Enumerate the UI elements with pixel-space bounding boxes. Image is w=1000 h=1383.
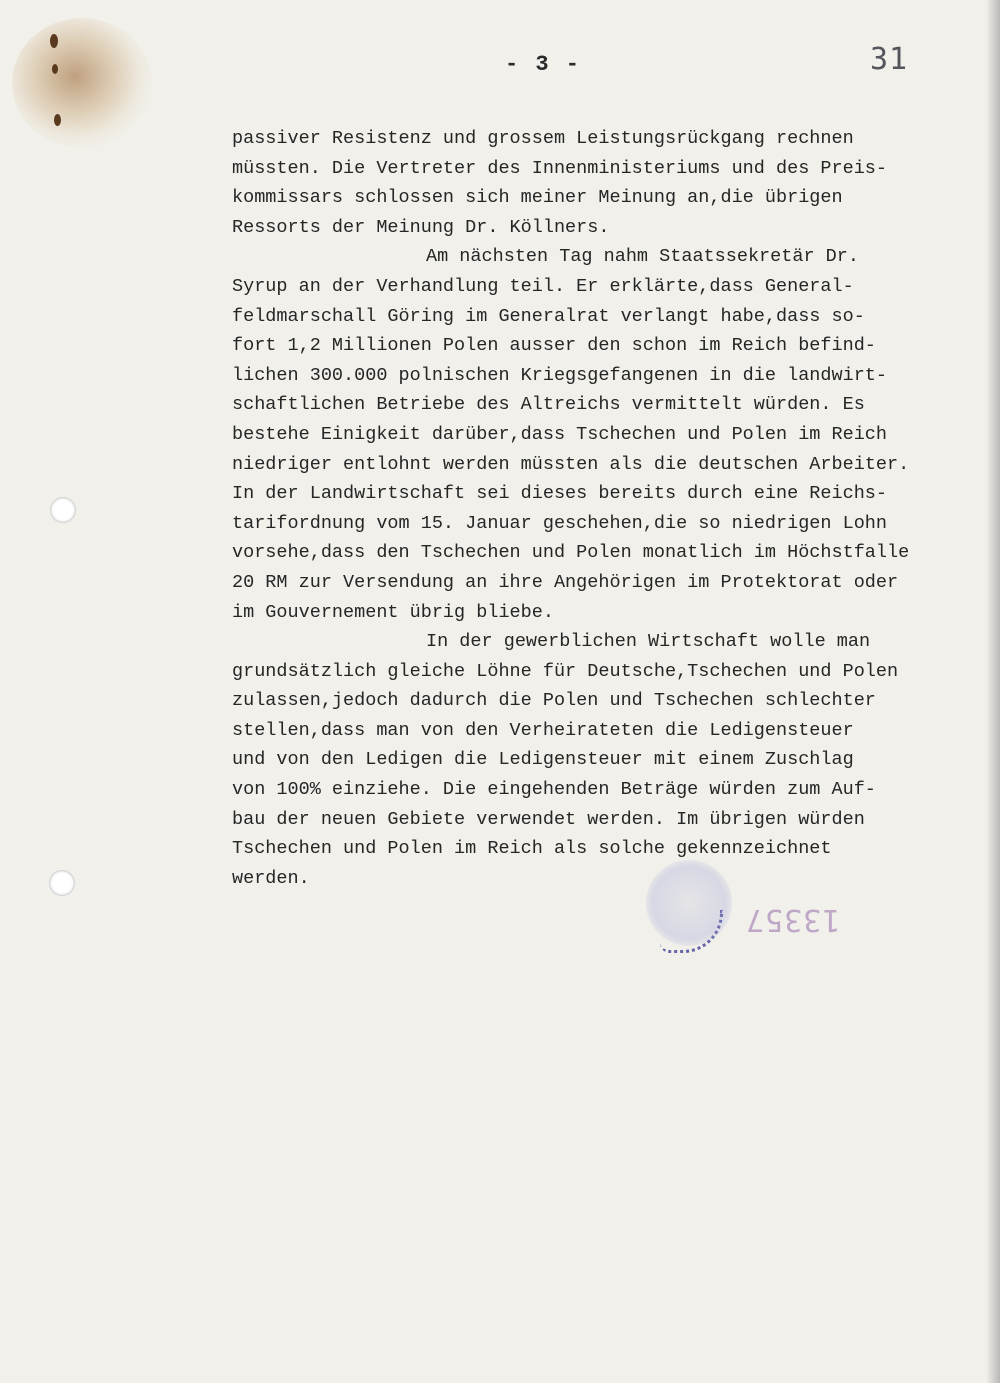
- body-text: [232, 124, 972, 893]
- burn-stain: [12, 18, 152, 148]
- text-line: bau der neuen Gebiete verwendet werden. Im übrigen würden: [232, 808, 865, 830]
- folio-number: 31: [870, 42, 909, 77]
- text-line: vorsehe,dass den Tschechen und Polen monatlich im Höchstfalle: [232, 542, 910, 564]
- paragraph-1: [232, 124, 972, 242]
- text-line: bestehe Einigkeit darüber,dass Tschechen und Polen im Reich: [232, 423, 888, 445]
- text-line: fort 1,2 Millionen Polen ausser den schon im Reich befind-: [232, 335, 876, 357]
- punch-hole: [49, 870, 75, 896]
- text-line: Am nächsten Tag nahm Staatssekretär Dr.: [426, 246, 859, 268]
- text-line: lichen 300.000 polnischen Kriegsgefangenen in die landwirt-: [232, 364, 888, 386]
- text-line: von 100% einziehe. Die eingehenden Beträge würden zum Auf-: [232, 779, 876, 801]
- text-line: und von den Ledigen die Ledigensteuer mit einem Zuschlag: [232, 749, 854, 771]
- page-number: - 3 -: [505, 52, 582, 77]
- text-line: müssten. Die Vertreter des Innenministeriums und des Preis-: [232, 157, 888, 179]
- text-line: In der Landwirtschaft sei dieses bereits durch eine Reichs-: [232, 483, 888, 505]
- text-line: schaftlichen Betriebe des Altreichs vermittelt würden. Es: [232, 394, 865, 416]
- text-line: Syrup an der Verhandlung teil. Er erklärte,dass General-: [232, 275, 854, 297]
- burn-hole: [52, 64, 58, 74]
- text-line: 20 RM zur Versendung an ihre Angehörigen im Protektorat oder: [232, 571, 899, 593]
- text-line: kommissars schlossen sich meiner Meinung an,die übrigen: [232, 187, 843, 209]
- text-line: Ressorts der Meinung Dr. Köllners.: [232, 216, 610, 238]
- punch-hole: [50, 497, 76, 523]
- text-line: im Gouvernement übrig bliebe.: [232, 601, 554, 623]
- text-line: werden.: [232, 867, 310, 889]
- paragraph-3: [232, 627, 972, 893]
- stamp-ink-smudge: [660, 910, 723, 953]
- page-edge-shadow: [986, 0, 1000, 1383]
- text-line: niedriger entlohnt werden müssten als die deutschen Arbeiter.: [232, 453, 910, 475]
- text-line: zulassen,jedoch dadurch die Polen und Tschechen schlechter: [232, 690, 876, 712]
- text-line: Tschechen und Polen im Reich als solche gekennzeichnet: [232, 838, 832, 860]
- text-line: stellen,dass man von den Verheirateten die Ledigensteuer: [232, 719, 854, 741]
- burn-hole: [50, 34, 58, 48]
- paragraph-2: [232, 242, 972, 627]
- archive-number: 13357: [745, 902, 841, 937]
- text-line: passiver Resistenz und grossem Leistungsrückgang rechnen: [232, 128, 854, 149]
- text-line: tarifordnung vom 15. Januar geschehen,die so niedrigen Lohn: [232, 512, 888, 534]
- text-line: In der gewerblichen Wirtschaft wolle man: [426, 631, 871, 653]
- text-line: grundsätzlich gleiche Löhne für Deutsche,Tschechen und Polen: [232, 660, 899, 682]
- burn-hole: [54, 114, 61, 126]
- text-line: feldmarschall Göring im Generalrat verlangt habe,dass so-: [232, 305, 865, 327]
